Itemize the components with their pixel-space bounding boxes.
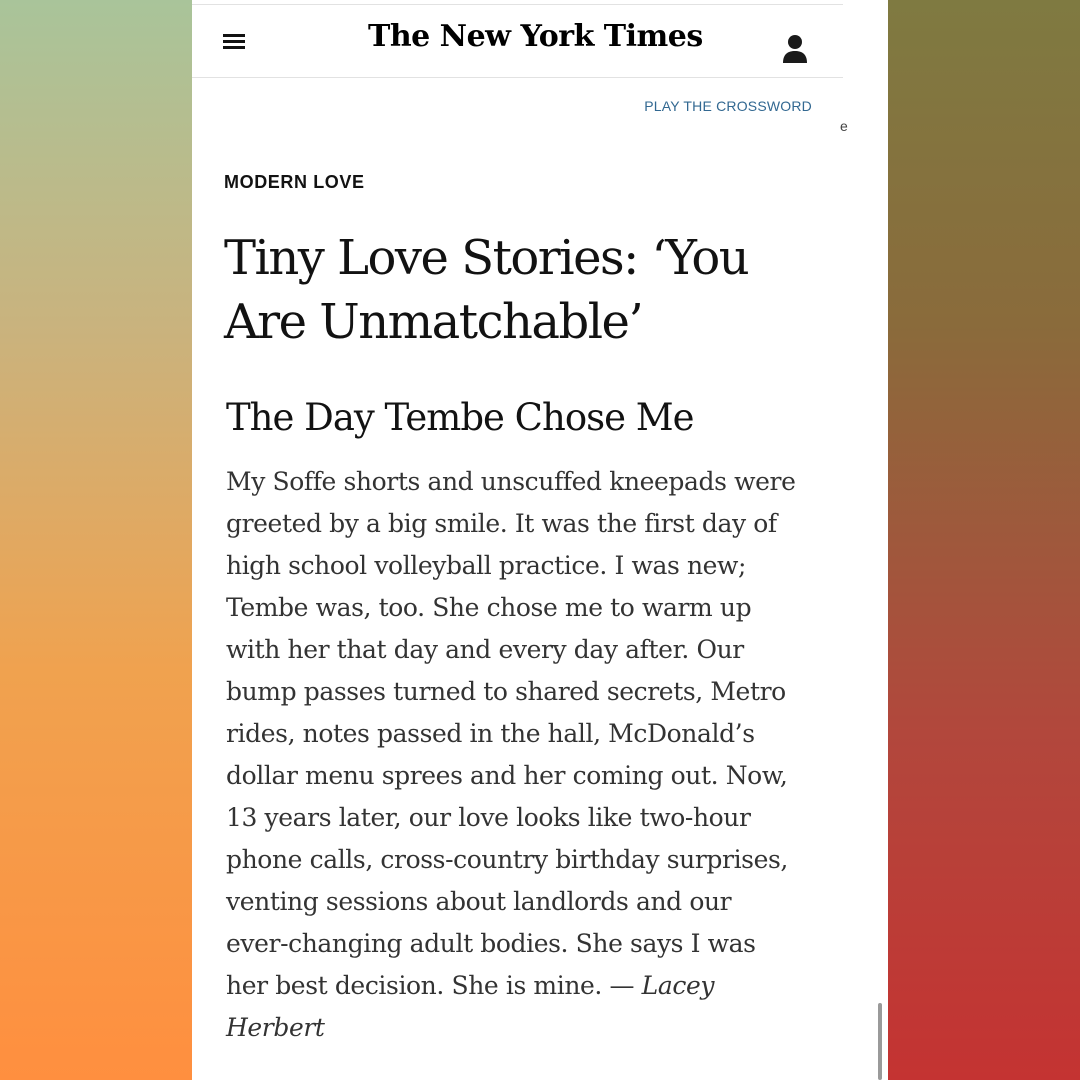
play-crossword-link[interactable]: PLAY THE CROSSWORD	[644, 98, 812, 114]
truncated-text-edge: e	[840, 118, 848, 134]
phone-screen	[192, 0, 888, 1080]
background-gradient-left	[0, 0, 192, 1080]
byline-author-first: Lacey	[641, 971, 715, 1000]
body-line: rides, notes passed in the hall, McDonald’s	[226, 719, 755, 748]
body-line: 13 years later, our love looks like two-hour	[226, 803, 751, 832]
hamburger-menu-icon[interactable]	[223, 34, 245, 50]
body-line: Tembe was, too. She chose me to warm up	[226, 593, 752, 622]
body-line: phone calls, cross-country birthday surprises,	[226, 845, 788, 874]
body-line: ever-changing adult bodies. She says I was	[226, 929, 756, 958]
article-headline	[224, 226, 814, 354]
body-line: bump passes turned to shared secrets, Metro	[226, 677, 786, 706]
section-kicker[interactable]: MODERN LOVE	[224, 172, 365, 192]
headline-line: Tiny Love Stories: ‘You	[224, 230, 749, 286]
body-line: high school volleyball practice. I was new;	[226, 551, 747, 580]
body-line: My Soffe shorts and unscuffed kneepads were	[226, 467, 796, 496]
scrollbar-thumb[interactable]	[878, 1003, 882, 1080]
body-line-with-byline	[226, 965, 886, 1007]
body-line: venting sessions about landlords and our	[226, 887, 732, 916]
nyt-logo[interactable]: The New York Times	[368, 19, 703, 54]
person-icon[interactable]	[781, 32, 811, 66]
story-subhead: The Day Tembe Chose Me	[226, 396, 694, 439]
body-line: greeted by a big smile. It was the first day of	[226, 509, 777, 538]
body-line: dollar menu sprees and her coming out. Now,	[226, 761, 788, 790]
body-line-text: her best decision. She is mine. —	[226, 971, 642, 1000]
background-gradient-right	[888, 0, 1080, 1080]
story-body	[226, 461, 886, 1049]
body-line: with her that day and every day after. Our	[226, 635, 744, 664]
masthead	[192, 5, 843, 78]
byline-author-last: Herbert	[226, 1013, 325, 1042]
headline-line: Are Unmatchable’	[224, 294, 643, 350]
